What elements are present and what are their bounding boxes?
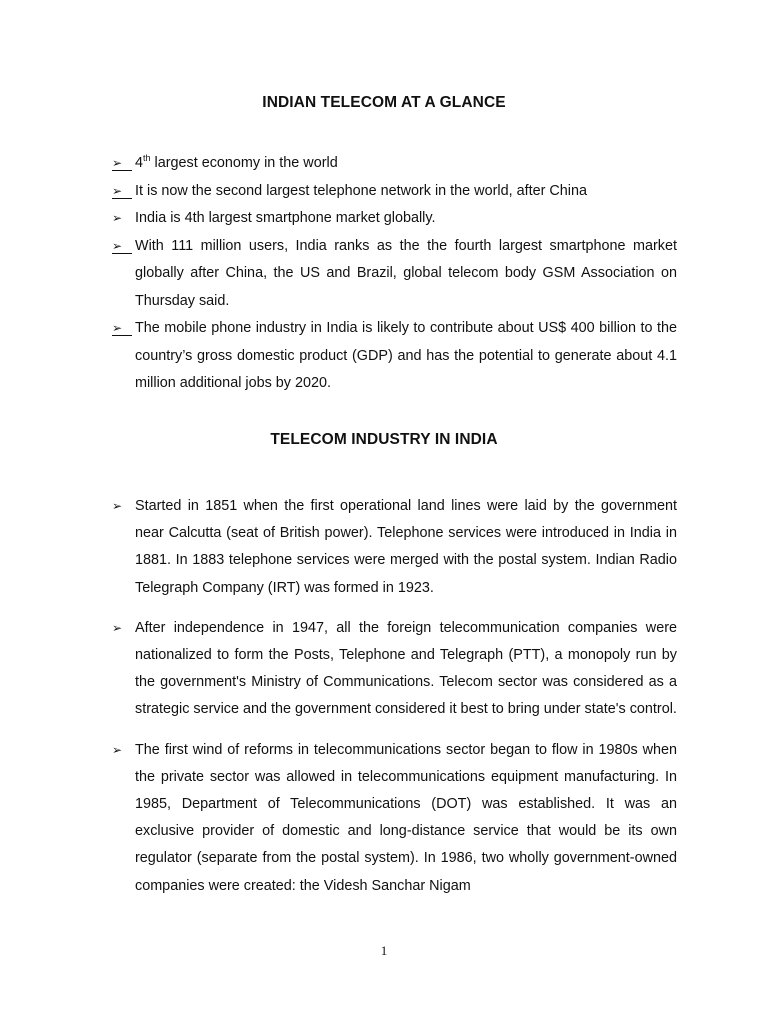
bullet (112, 233, 132, 261)
item-text: largest economy in the world (150, 155, 338, 171)
list-item (112, 315, 677, 398)
list-item (112, 205, 677, 233)
item-text: The first wind of reforms in telecommunications sector began to flow in 1980s when the private sector was allowed in telecommunications equipment manufacturing. In 1985, Department of Telecommunications (DOT) was established. It was an exclusive provider of domestic and long-distance service that would be its own regulator (separate from the postal system). In 1986, two wholly government-owned companies were created: the Videsh Sanchar Nigam (135, 741, 677, 894)
arrow-bullet-icon: ➢ (112, 211, 123, 225)
bullet (112, 205, 132, 233)
bullet (112, 737, 132, 765)
glance-list (112, 150, 677, 398)
item-text: With 111 million users, India ranks as the the fourth largest smartphone market globally after China, the US and Brazil, global telecom body GSM Association on Thursday said. (135, 237, 677, 309)
item-text: It is now the second largest telephone network in the world, after China (135, 182, 587, 199)
list-item (112, 178, 677, 206)
arrow-bullet-icon: ➢ (112, 499, 123, 513)
arrow-bullet-icon: ➢ (112, 620, 123, 635)
industry-list (112, 493, 677, 913)
item-text: Started in 1851 when the first operational land lines were laid by the government near Calcutta (seat of British power). Telephone services were introduced in India in 1881. In 1883 telephone services were merged with the postal system. Indian Radio Telegraph Company (IRT) was formed in 1923. (135, 498, 677, 596)
bullet (112, 315, 132, 343)
arrow-bullet-icon: ➢ (112, 156, 123, 170)
item-text: After independence in 1947, all the foreign telecommunication companies were nationalized to form the Posts, Telephone and Telegraph (PTT), a monopoly run by the government's Ministry of Communications. Telecom sector was considered as a strategic service and the government considered it best to bring under state's control. (135, 619, 677, 718)
bullet (112, 615, 132, 643)
list-item (112, 493, 677, 602)
section-heading-glance: INDIAN TELECOM AT A GLANCE (262, 94, 506, 111)
arrow-bullet-icon: ➢ (112, 183, 123, 198)
section-heading-industry: TELECOM INDUSTRY IN INDIA (270, 431, 498, 448)
list-item (112, 150, 677, 178)
arrow-bullet-icon: ➢ (112, 742, 123, 757)
bullet (112, 150, 132, 178)
page-number: 1 (380, 943, 388, 958)
list-item (112, 737, 677, 900)
item-text: India is 4th largest smartphone market globally. (135, 210, 436, 226)
item-superscript: th (143, 153, 151, 164)
list-item (112, 233, 677, 316)
item-text: The mobile phone industry in India is likely to contribute about US$ 400 billion to the country’s gross domestic product (GDP) and has the potential to generate about 4.1 million additional jobs by 2020. (135, 320, 677, 391)
bullet (112, 493, 132, 521)
item-prefix: 4 (135, 155, 144, 171)
bullet (112, 178, 132, 206)
arrow-bullet-icon: ➢ (112, 238, 123, 253)
arrow-bullet-icon: ➢ (112, 321, 123, 335)
list-item (112, 615, 677, 724)
